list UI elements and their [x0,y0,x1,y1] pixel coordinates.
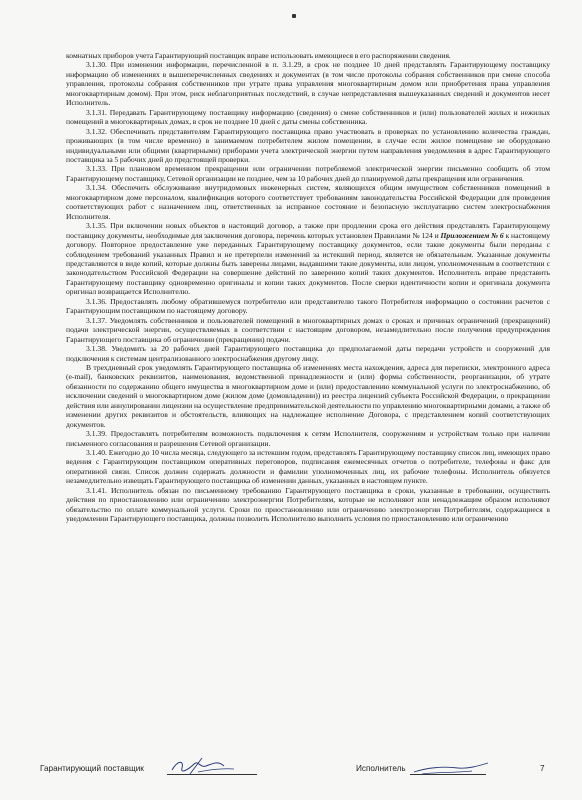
paragraph-3-1-35 [66,221,550,297]
paragraph-3-1-31: 3.1.31. Передавать Гарантирующему поставщику информацию (сведения) о смене собственников и (или) пользователей жилых и нежилых помещений в многоквартирных домах, в срок не позднее 10 дней с даты смены собственника. [66,107,550,127]
paragraph-3-1-34: 3.1.34. Обеспечить обслуживание внутридомовых инженерных систем, являющихся общим имуществом собственников помещений в многоквартирном доме персоналом, квалификация которого соответствует требованиям законодательства Российской Федерации для проведения соответствующих работ с назначением лиц, ответственных за исправное состояние и безопасную эксплуатацию систем электроснабжения Исполнителя. [66,183,550,221]
paragraph-3-1-35-part1: 3.1.35. При включении новых объектов в настоящий договор, а также при продлении срока его действия представлять Гарантирующему поставщику документы, необходимые для заключения договора, перечень которых установлен Правилами № 124 и [66,221,550,240]
paragraph-3-1-37: 3.1.37. Уведомлять собственников и пользователей помещений в многоквартирных домах о сроках и причинах ограничений (прекращений) подачи электрической энергии, осуществляемых в соответствии с настоящим договором, незамедлительно после получения предупреждения Гарантирующего поставщика об ограничении (прекращении) подачи. [66,315,550,344]
executor-label: Исполнитель [356,764,406,773]
paragraph-3-1-33: 3.1.33. При плановом временном прекращении или ограничении потребляемой электрической энергии письменно сообщить об этом Гарантирующему поставщику, Сетевой организации не позднее, чем за 10 рабочих дней до планируемой даты прекращения или ограничения. [66,164,550,183]
guaranteeing-supplier-label: Гарантирующий поставщик [40,764,144,773]
paragraph-0: комнатных приборов учета Гарантирующий поставщик вправе использовать имеющиеся в его распоряжении сведения. [66,51,451,60]
document-body [66,51,550,524]
paragraph-3-1-41: 3.1.41. Исполнитель обязан по письменному требованию Гарантирующего поставщика в сроки, указанные в требовании, осуществить действия по приостановлению или ограничению электроэнергии Потребителям, которые не исполняют или ненадлежащим образом исполняют обязательство по оплате коммунальной услуги. Сроки по приостановлению или ограничению электроэнергии Потребителям, содержащиеся в уведомлении Гарантирующего поставщика, должны позволить Исполнителю выполнить условия по приостановлению или ограничению [66,485,550,524]
paragraph-3-1-30: 3.1.30. При изменении информации, перечисленной в п. 3.1.29, в срок не позднее 10 дней представлять Гарантирующему поставщику информацию об изменениях в вышеперечисленных сведениях и документах (в том числе протоколы собрания собственников при смене способа управления, протоколы собрания собственников при утрате права управления многоквартирным домом или приобретения права управления многоквартирным домом). При этом, риск неблагоприятных последствий, в случае непредставления вышеуказанных сведений и документов несет Исполнитель. [66,60,550,108]
paragraph-3-1-39: 3.1.39. Предоставлять потребителям возможность подключения к сетям Исполнителя, сооружениям и устройствам только при наличии письменного согласования и разрешения Сетевой организации. [66,429,550,448]
supplier-signature [168,756,238,778]
paragraph-3-1-36: 3.1.36. Предоставлять любому обратившемуся потребителю или представителю такого Потребителя информацию о состоянии расчетов с Гарантирующим поставщиком по настоящему договору. [66,296,550,316]
page-footer [40,762,550,780]
appendix-6-reference: Приложением № 6 [440,230,504,240]
paragraph-3-1-38: 3.1.38. Уведомить за 20 рабочих дней Гарантирующего поставщика до предполагаемой даты передачи устройств и сооружений для подключения к системам централизованного электроснабжения другому лицу. [66,344,550,363]
paragraph-3-1-32: 3.1.32. Обеспечивать представителям Гарантирующего поставщика право участвовать в проверках по установлению количества граждан, проживающих (в том числе временно) в занимаемом потребителем жилом помещении, в случае если жилое помещение не оборудовано индивидуальными или общими (квартирными) приборами учета электрической энергии путем направления уведомления в адрес Гарантирующего поставщика за 5 рабочих дней до предстоящей проверки. [66,126,550,164]
paragraph-3-1-40: 3.1.40. Ежегодно до 10 числа месяца, следующего за истекшим годом, представлять Гарантирующему поставщику список лиц, имеющих право ведения с Гарантирующим поставщиком оперативных переговоров, подписания ежемесячных отчетов о потребителе, телефоны и факс для оперативной связи. Список должен содержать должности и фамилии уполномоченных лиц, их рабочие телефоны. Исполнитель обязуется незамедлительно извещать Гарантирующего поставщика об изменении данных, указанных в настоящем пункте. [66,448,550,486]
page-number: 7 [540,764,545,773]
scan-mark [292,14,296,18]
executor-signature [412,760,492,778]
paragraph-notification: В трехдневный срок уведомлять Гарантирующего поставщика об изменениях места нахождения, адреса для переписки, электронного адреса (e-mail), банковских реквизитов, наименования, ведомственной принадлежности и (или) формы собственности, реорганизации, об утрате обязанности по содержанию общего имущества в многоквартирном доме и (или) предоставлению коммунальной услуги по электроснабжению, об исключении сведений о многоквартирном доме (жилом доме (домовладении)) из реестра лицензий субъекта Российской Федерации, о прекращении действия или аннулировании лицензии на осуществление предпринимательской деятельности по управлению многоквартирными домами, а также об изменении других реквизитов и обстоятельств, влияющих на надлежащее исполнение Договора, с представлением копий соответствующих документов. [66,362,550,429]
paragraph-3-1-35-part2: к настоящему договору. Повторное предоставление уже переданных Гарантирующему поставщику документов, если такие документы были переданы с соблюдением требований указанных Правил и не претерпели изменений за истекший период, является не обязательным. Указанные документы представляются в виде копий, которые должны быть заверены лицами, выдавшими такие документы, или лицом, уполномоченным в соответствии с законодательством Российской Федерации на совершение действий по заверению копий таких документов. Исполнитель вправе представить Гарантирующему поставщику одновременно оригиналы и копии таких документов. После сверки идентичности копии и оригинала документа оригинал возвращается Исполнителю. [66,230,550,297]
